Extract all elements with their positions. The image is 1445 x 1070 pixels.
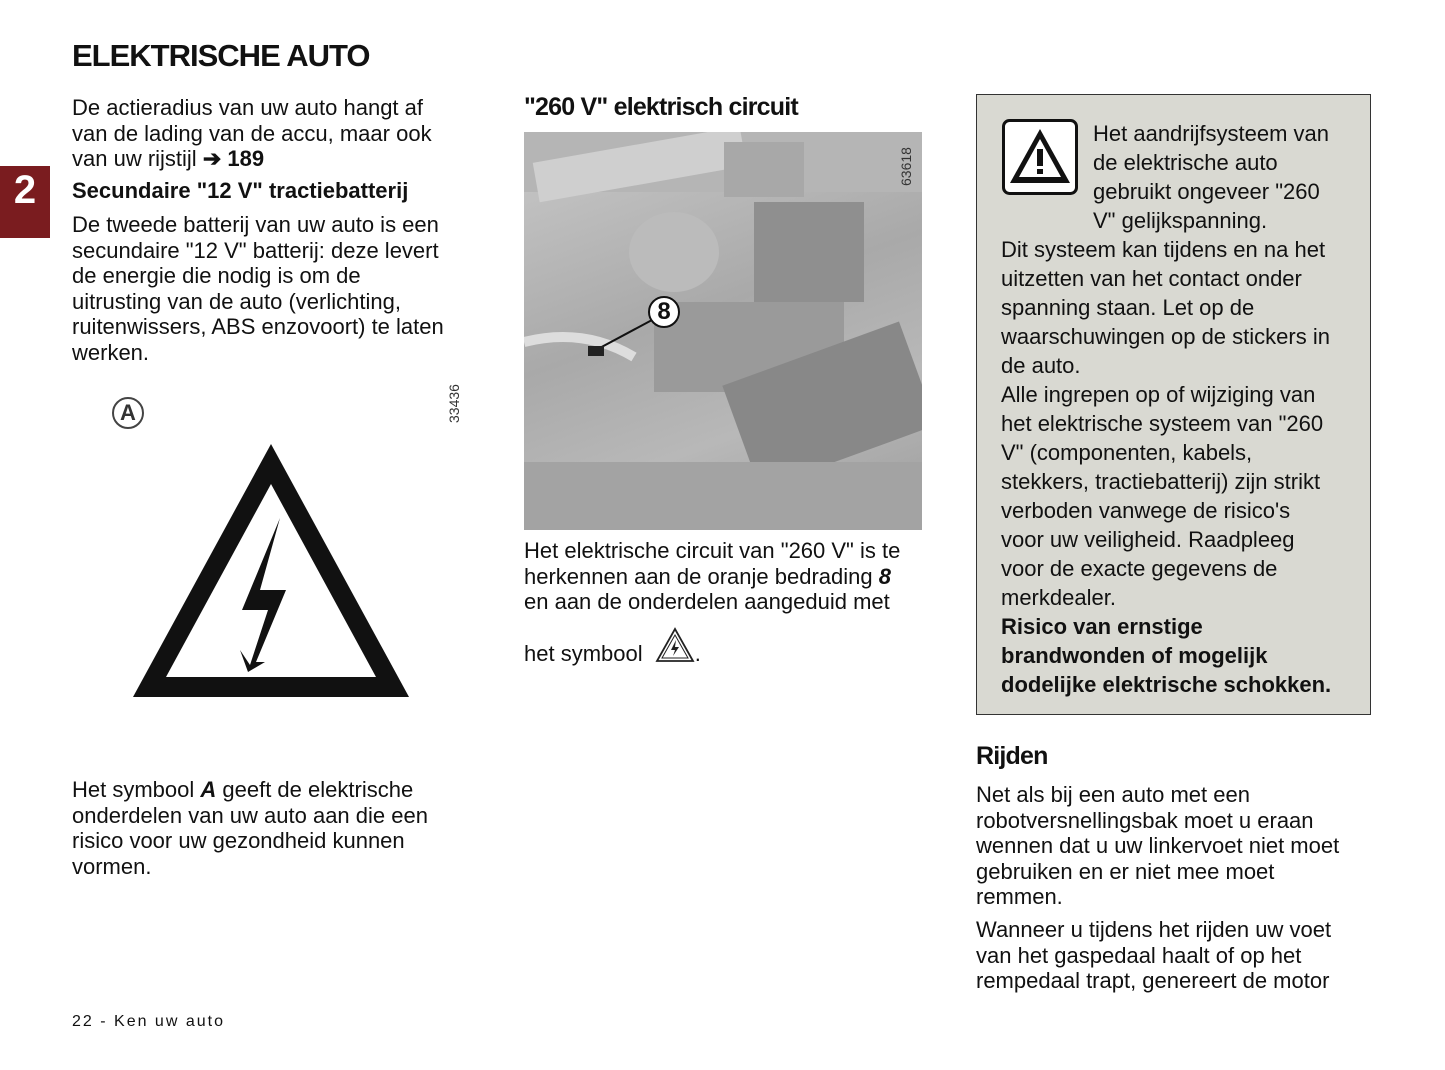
text-line: brandwonden of mogelijk	[1001, 643, 1268, 668]
text-line: geeft de elektrische	[216, 777, 414, 802]
warning-box	[976, 94, 1371, 715]
text-line: Wanneer u tijdens het rijden uw voet	[976, 917, 1332, 942]
text-line: wennen dat u uw linkervoet niet moet	[976, 833, 1340, 858]
arrow-icon: ➔	[202, 146, 222, 171]
figure-ref-number: 33436	[446, 384, 462, 423]
text-line: waarschuwingen op de stickers in	[1001, 324, 1330, 349]
text-line: gebruiken en er niet mee moet	[976, 858, 1275, 884]
page-footer: 22 - Ken uw auto	[72, 1013, 225, 1030]
text-line: uitzetten van het contact onder	[1001, 266, 1302, 291]
text-line: vormen.	[72, 853, 152, 879]
page-title: ELEKTRISCHE AUTO	[72, 38, 370, 73]
warning-body	[1001, 235, 1366, 699]
driving-paragraph-2	[976, 917, 1396, 994]
figure-a-caption	[72, 777, 482, 879]
text-line: Alle ingrepen op of wijziging van	[1001, 382, 1316, 407]
driving-paragraph-1	[976, 782, 1396, 910]
text-line: rempedaal trapt, genereert de motor	[976, 968, 1330, 993]
text-line: onderdelen van uw auto aan die een	[72, 802, 428, 828]
text-line: Dit systeem kan tijdens en na het	[1001, 237, 1326, 262]
high-voltage-symbol-icon	[655, 627, 695, 663]
text-line: secundaire "12 V" batterij: deze levert	[72, 237, 439, 263]
text-line: Het symbool	[72, 777, 201, 802]
chapter-tab: 2	[0, 166, 50, 238]
text-line: van de lading van de accu, maar ook	[72, 120, 432, 146]
figure-a	[72, 375, 472, 755]
warning-triangle-icon	[1002, 119, 1078, 195]
text-line: remmen.	[976, 884, 1063, 909]
text-line: de auto.	[1001, 353, 1081, 378]
text-line: verboden vanwege de risico's	[1001, 498, 1291, 523]
intro-paragraph	[72, 95, 472, 172]
engine-bay-photo	[524, 132, 922, 530]
text-line: dodelijke elektrische schokken.	[1001, 672, 1332, 697]
symbol-reference: A	[200, 777, 217, 802]
driving-heading: Rijden	[976, 742, 1048, 770]
section-heading: Secundaire "12 V" tractiebatterij	[72, 178, 409, 203]
high-voltage-warning-icon	[130, 440, 412, 700]
text-line: Het elektrische circuit van "260 V" is te	[524, 538, 901, 563]
text-line: uitrusting van de auto (verlichting,	[72, 288, 401, 314]
text-line: V" gelijkspanning.	[1093, 208, 1268, 233]
text-line: .	[694, 640, 701, 666]
section-paragraph	[72, 212, 482, 365]
text-line: merkdealer.	[1001, 585, 1116, 610]
text-line: gebruikt ongeveer "260	[1093, 179, 1320, 204]
circuit-paragraph	[524, 538, 934, 666]
text-line: ruitenwissers, ABS enzovoort) te laten	[72, 314, 444, 339]
text-line: van het gaspedaal haalt of op het	[976, 942, 1302, 968]
text-line: het elektrische systeem van "260	[1001, 411, 1324, 436]
text-line: risico voor uw gezondheid kunnen	[72, 828, 405, 853]
text-line: werken.	[72, 339, 150, 365]
circuit-heading: "260 V" elektrisch circuit	[524, 93, 798, 121]
text-line: de energie die nodig is om de	[72, 263, 361, 288]
text-line: van uw rijstijl	[72, 146, 197, 171]
text-line: Het aandrijfsysteem van	[1093, 121, 1329, 146]
text-line: De actieradius van uw auto hangt af	[72, 95, 424, 120]
text-line: spanning staan. Let op de	[1001, 295, 1255, 320]
text-line: en aan de onderdelen aangeduid met	[524, 589, 890, 614]
page-reference-link[interactable]: 189	[227, 146, 265, 171]
text-line: V" (componenten, kabels,	[1001, 440, 1253, 465]
text-line: de elektrische auto	[1093, 150, 1278, 175]
text-line: het symbool	[524, 640, 643, 666]
engine-illustration	[524, 132, 922, 530]
text-line: Net als bij een auto met een	[976, 782, 1250, 807]
text-line: De tweede batterij van uw auto is een	[72, 212, 439, 237]
text-line: voor uw veiligheid. Raadpleeg	[1001, 527, 1295, 552]
text-line: herkennen aan de oranje bedrading	[524, 563, 879, 589]
text-line: robotversnellingsbak moet u eraan	[976, 807, 1314, 833]
figure-ref-number: 63618	[898, 147, 914, 186]
text-line: Risico van ernstige	[1001, 614, 1203, 639]
text-line: voor de exacte gegevens de	[1001, 556, 1278, 581]
figure-label: A	[112, 397, 144, 429]
callout-8: 8	[648, 296, 680, 328]
text-line: stekkers, tractiebatterij) zijn strikt	[1001, 469, 1321, 494]
warning-intro	[1093, 119, 1329, 235]
callout-reference: 8	[878, 563, 891, 589]
